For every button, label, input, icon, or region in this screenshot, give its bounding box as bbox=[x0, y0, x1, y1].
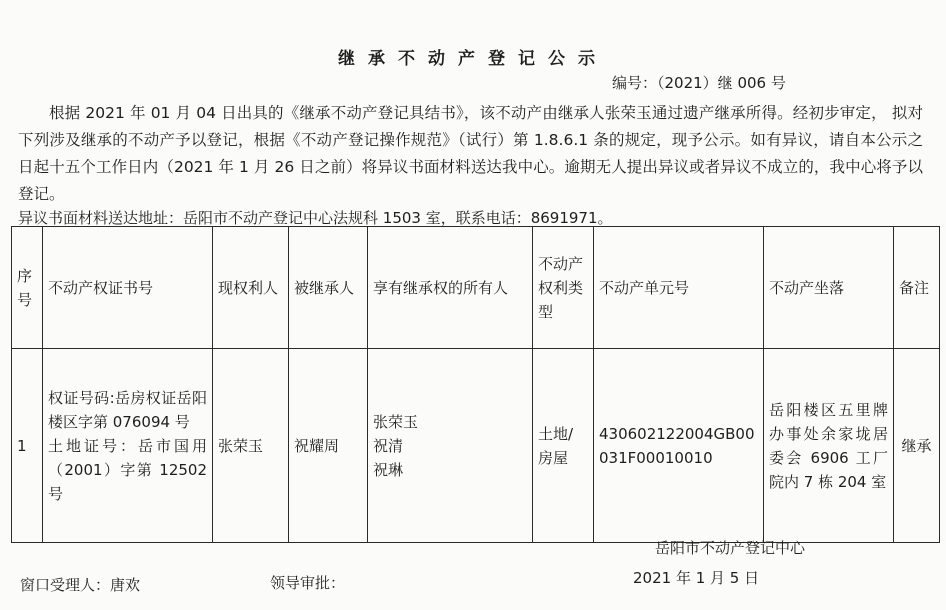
row-cert-number bbox=[43, 349, 213, 543]
header-current-holder: 现权利人 bbox=[213, 227, 289, 349]
notice-title: 继承不动产登记公示 bbox=[338, 49, 608, 69]
row-unit-number: 430602122004GB00031F00010010 bbox=[594, 349, 764, 543]
heir-item: 祝琳 bbox=[373, 460, 404, 479]
row-right-type: 土地/房屋 bbox=[533, 349, 594, 543]
issuing-organization: 岳阳市不动产登记中心 bbox=[655, 539, 806, 557]
issue-date: 2021 年 1 月 5 日 bbox=[633, 569, 760, 587]
cert-line-property: 权证号码:岳房权证岳阳楼区字第 076094 号 bbox=[48, 388, 207, 431]
heir-item: 张荣玉 bbox=[373, 412, 419, 431]
heir-item: 祝清 bbox=[373, 436, 404, 455]
header-index: 序号 bbox=[12, 227, 43, 349]
table-header-row bbox=[12, 227, 940, 349]
property-table bbox=[11, 226, 940, 543]
notice-paragraph: 根据 2021 年 01 月 04 日出具的《继承不动产登记具结书》，该不动产由继承人张荣玉通过遗产继承所得。经初步审定， 拟对下列涉及继承的不动产予以登记，根据《不动产登记操作规范》（试行）第 1.8.6.1 条的规定，现予公示。如有异议，请自本公示之日起十五个工作日内（2021 年 1 月 26 日之前）将异议书面材料送达我中心。逾期无人提出异议或者异议不成立的，我中心将予以登记。 bbox=[18, 104, 923, 203]
document-number: 编号：（2021）继 006 号 bbox=[612, 74, 786, 92]
header-right-type: 不动产权利类型 bbox=[533, 227, 594, 349]
header-cert-number: 不动产权证书号 bbox=[43, 227, 213, 349]
header-location: 不动产坐落 bbox=[764, 227, 894, 349]
row-heirs bbox=[368, 349, 533, 543]
row-current-holder: 张荣玉 bbox=[213, 349, 289, 543]
header-heirs: 享有继承权的所有人 bbox=[368, 227, 533, 349]
header-unit-number: 不动产单元号 bbox=[594, 227, 764, 349]
table-row bbox=[12, 349, 940, 543]
header-deceased: 被继承人 bbox=[289, 227, 368, 349]
row-index: 1 bbox=[12, 349, 43, 543]
row-location: 岳阳楼区五里牌办事处余家垅居委会 6906 工厂院内 7 栋 204 室 bbox=[764, 349, 894, 543]
leader-approval: 领导审批： bbox=[270, 574, 346, 592]
header-remark: 备注 bbox=[894, 227, 940, 349]
window-clerk: 窗口受理人：唐欢 bbox=[20, 576, 141, 594]
row-remark: 继承 bbox=[894, 349, 940, 543]
cert-line-land: 土地证号：岳市国用（2001）字第 12502 号 bbox=[48, 436, 207, 503]
objection-address: 异议书面材料送达地址：岳阳市不动产登记中心法规科 1503 室，联系电话：8691971。 bbox=[18, 209, 613, 227]
row-deceased: 祝耀周 bbox=[289, 349, 368, 543]
